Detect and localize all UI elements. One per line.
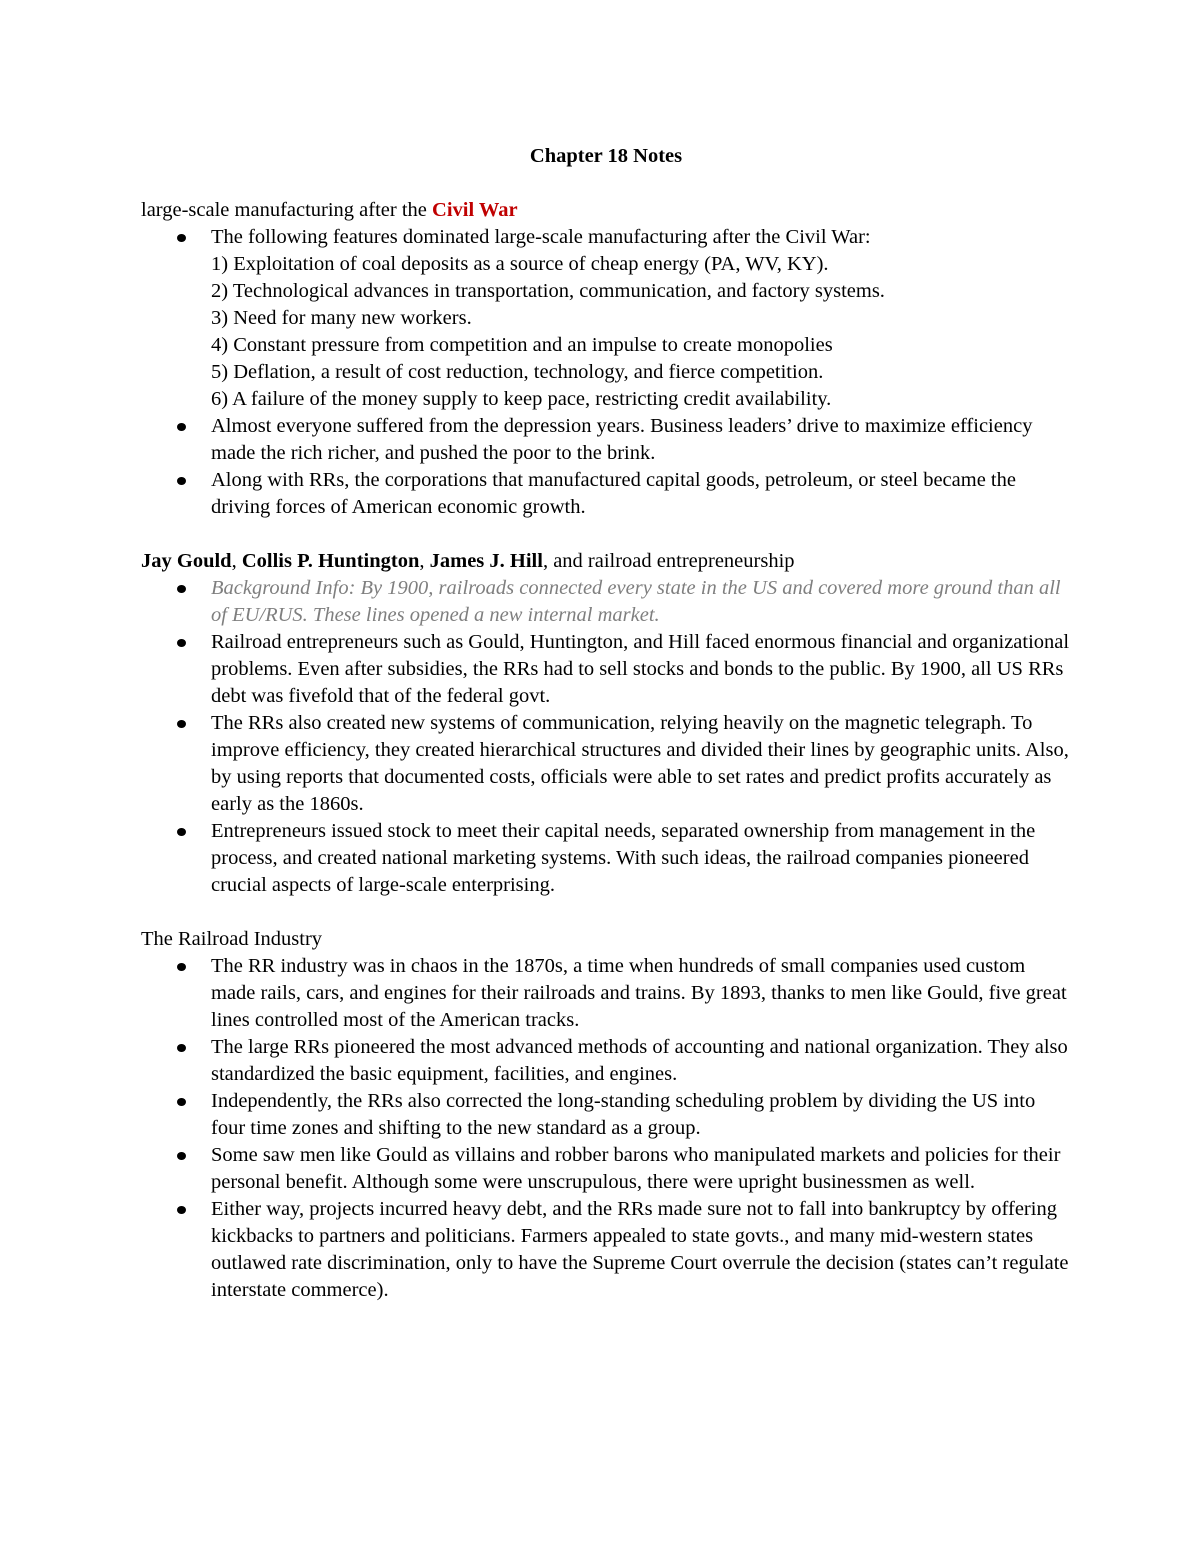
bullet-text: Some saw men like Gould as villains and robber barons who manipulated markets and policies for their personal benefit. Although some were unscrupulous, there were upright businessmen as well.: [211, 1144, 1061, 1193]
list-item: [141, 224, 1071, 413]
bullet-icon: [177, 234, 186, 242]
bullet-icon: [177, 639, 186, 647]
features-sublist: [211, 251, 1071, 413]
bullet-text: Railroad entrepreneurs such as Gould, Huntington, and Hill faced enormous financial and organizational problems. Even after subsidies, the RRs had to sell stocks and bonds to the public. By 1900, all US RRs debt was fivefold that of the federal govt.: [211, 631, 1070, 707]
separator: ,: [231, 550, 242, 572]
list-item: [141, 413, 1071, 467]
list-item: [141, 629, 1071, 710]
bullet-icon: [177, 828, 186, 836]
bullet-text: The large RRs pioneered the most advanced methods of accounting and national organization. They also standardized the basic equipment, facilities, and engines.: [211, 1036, 1068, 1085]
manufacturing-bullet-list: [141, 224, 1071, 521]
document-page: [141, 143, 1071, 1304]
heading-text: large-scale manufacturing after the: [141, 199, 433, 221]
separator: ,: [419, 550, 430, 572]
bullet-text: Almost everyone suffered from the depression years. Business leaders’ drive to maximize efficiency made the rich richer, and pushed the poor to the brink.: [211, 415, 1033, 464]
name-huntington: Collis P. Huntington: [241, 550, 420, 572]
background-info-text: Background Info: By 1900, railroads connected every state in the US and covered more ground than all of EU/RUS. These lines opened a new internal market.: [211, 577, 1061, 626]
feature-item: 6) A failure of the money supply to keep pace, restricting credit availability.: [211, 388, 832, 410]
feature-item: 4) Constant pressure from competition and an impulse to create monopolies: [211, 334, 833, 356]
bullet-icon: [177, 963, 186, 971]
list-item: [141, 1142, 1071, 1196]
entrepreneurs-bullet-list: [141, 575, 1071, 899]
list-item: [141, 953, 1071, 1034]
section-heading-manufacturing: [141, 197, 1071, 224]
list-item: [141, 710, 1071, 818]
feature-item: 2) Technological advances in transportation, communication, and factory systems.: [211, 280, 885, 302]
bullet-icon: [177, 1206, 186, 1214]
spacer: [141, 899, 1071, 926]
list-item: [141, 1034, 1071, 1088]
bullet-text: Along with RRs, the corporations that manufactured capital goods, petroleum, or steel became the driving forces of American economic growth.: [211, 469, 1016, 518]
bullet-icon: [177, 585, 186, 593]
feature-item: 3) Need for many new workers.: [211, 307, 472, 329]
heading-text: , and railroad entrepreneurship: [542, 550, 795, 572]
page-title: Chapter 18 Notes: [529, 145, 683, 167]
bullet-icon: [177, 477, 186, 485]
railroad-bullet-list: [141, 953, 1071, 1304]
list-item: [141, 575, 1071, 629]
civil-war-highlight: Civil War: [432, 199, 518, 221]
bullet-text: Independently, the RRs also corrected the long-standing scheduling problem by dividing the US into four time zones and shifting to the new standard as a group.: [211, 1090, 1036, 1139]
bullet-icon: [177, 720, 186, 728]
list-item: [141, 467, 1071, 521]
bullet-text: Entrepreneurs issued stock to meet their capital needs, separated ownership from management in the process, and created national marketing systems. With such ideas, the railroad companies pioneered crucial aspects of large-scale enterprising.: [211, 820, 1036, 896]
bullet-icon: [177, 1098, 186, 1106]
list-item: [141, 1196, 1071, 1304]
list-item: [141, 818, 1071, 899]
bullet-icon: [177, 1152, 186, 1160]
feature-item: 1) Exploitation of coal deposits as a source of cheap energy (PA, WV, KY).: [211, 253, 829, 275]
bullet-text: The following features dominated large-scale manufacturing after the Civil War:: [211, 226, 871, 248]
list-item: [141, 1088, 1071, 1142]
name-hill: James J. Hill: [429, 550, 543, 572]
bullet-text: The RR industry was in chaos in the 1870s, a time when hundreds of small companies used custom made rails, cars, and engines for their railroads and trains. By 1893, thanks to men like Gould, five great lines controlled most of the American tracks.: [211, 955, 1067, 1031]
name-gould: Jay Gould: [141, 550, 232, 572]
bullet-text: Either way, projects incurred heavy debt, and the RRs made sure not to fall into bankruptcy by offering kickbacks to partners and politicians. Farmers appealed to state govts., and many mid-western states outlawed rate discrimination, only to have the Supreme Court overrule the decision (states can’t regulate interstate commerce).: [211, 1198, 1069, 1301]
section-heading-entrepreneurs: [141, 548, 1071, 575]
bullet-icon: [177, 423, 186, 431]
feature-item: 5) Deflation, a result of cost reduction, technology, and fierce competition.: [211, 361, 824, 383]
bullet-icon: [177, 1044, 186, 1052]
bullet-text: The RRs also created new systems of communication, relying heavily on the magnetic telegraph. To improve efficiency, they created hierarchical structures and divided their lines by geographic units. Also, by using reports that documented costs, officials were able to set rates and predict profits accurately as early as the 1860s.: [211, 712, 1069, 815]
spacer: [141, 521, 1071, 548]
section-heading-railroad-industry: The Railroad Industry: [141, 928, 323, 950]
